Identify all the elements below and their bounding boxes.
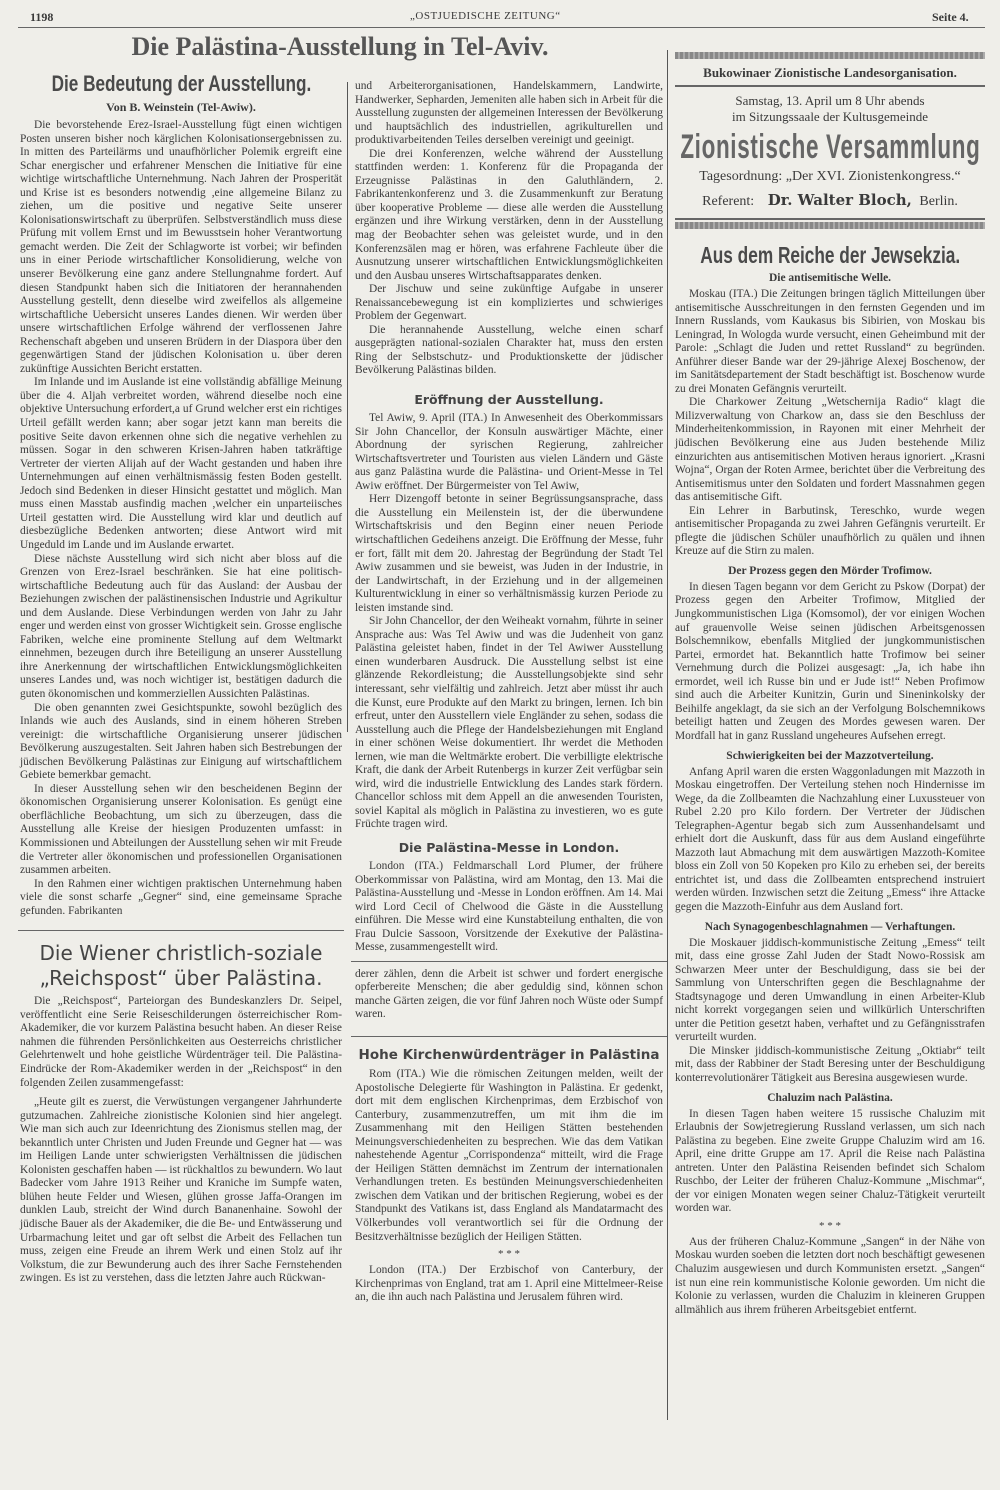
paragraph: In den Rahmen einer wichtigen praktischen Unternehmung haben viele die sonst scharfe „Gegner“ sind, eine gemeinsame Sprache gefunden. Fabrikanten: [20, 877, 342, 917]
article-continuation: [355, 80, 663, 378]
paragraph: In dieser Ausstellung sehen wir den bescheidenen Beginn der ökonomischen Organisierung unserer Kolonisation. Es genügt eine oberflächliche Beobachtung, um sich zu überzeugen, dass die Ausstellung alle Kreise der hiesigen Produzenten umfasst: in Kommissionen und Abteilungen der Ausstellung sehen wir mit Freude die Vertreter aller ökonomischen und professionellen Organisationen zusammen arbeiten.: [20, 782, 342, 877]
paragraph: und Arbeiterorganisationen, Handelskammern, Landwirte, Handwerker, Sepharden, Jemeniten alle haben sich in Arbeit für die Ausstellung zugunsten der allgemeinen Interessen der Bevölkerung und hauptsächlich des industriellen, agrikulturellen und produktivarbeitenden Teiles derselben vereinigt und geeinigt.: [355, 80, 663, 147]
paragraph: In diesen Tagen haben weitere 15 russische Chaluzim mit Erlaubnis der Sowjetregierung Russland verlassen, um sich nach Palästina zu begeben. Eine zweite Gruppe Chaluzim wird am 16. April, eine dritte Gruppe am 17. April die Reise nach Palästina antreten. Unter den Palästina Reisenden befindet sich Schalom Ruschbo, der Leiter der früheren Chaluz-Kommune „Mischmar“, der vor einigen Monaten wegen seiner Chaluz-Tätigkeit verurteilt worden war.: [675, 1107, 985, 1215]
paragraph: Die bevorstehende Erez-Israel-Ausstellung fügt einen wichtigen Posten unseren bisher noch kärglichen Kolonisationsergebnissen zu. In mitten des Parteilärms und unaufhörlicher Polemik ergreift eine Schar energischer und erfahrener Menschen die Initiative für eine wichtige wirtschaftliche Unternehmung. Nach Jahren der Prosperität und Krise ist es besonders notwendig ,eine allgemeine Bilanz zu ziehen, um die positive und negative Seite unserer Kolonisationswirtschaft zu überprüfen. Selbstverständlich muss diese Prüfung mit vollem Ernst und im Bewusstsein hoher Verantwortung gemacht werden. Die Zeit der Schlagworte ist vorbei; wir befinden uns in einer Periode wirtschaftlicher Konsolidierung, welche von unserer Bevölkerung eine ganz andere Stellungnahme fordert. Auf diesen Standpunkt haben sich die Initiatoren der herannahenden Ausstellung gestellt, denn dieselbe wird zweifellos als allgemeine wirtschaftliche Uebersicht unseres Landes dienen. Wir werden über unsere wirtschaftlichen Erfolge während der verflossenen Jahre Rechenschaft abgeben und unseren Brüdern in der Diaspora über den gegenwärtigen Stand der jüdischen Kolonisation u. über deren zukünftige Aussichten Bericht erstatten.: [20, 119, 342, 375]
column-divider: [347, 82, 348, 732]
separator: * * *: [819, 1219, 841, 1232]
section-rule: [351, 961, 667, 962]
ad-speaker-name: Dr. Walter Bloch,: [767, 191, 912, 209]
paragraph: Herr Dizengoff betonte in seiner Begrüssungsansprache, dass die Ausstellung ein Meilenstein ist, der die überwundene Wirtschaftskrisis und den Beginn einer neuen Periode wirtschaftlichen Gedeihens anzeigt. Die Eröffnung der Messe, fuhr er fort, fällt mit dem 20. Jahrestag der Begründung der Stadt Tel Awiw zusammen und sie beweist, was Juden in der Industrie, in der Landwirtschaft, in der Erziehung und in der allgemeinen Kulturentwicklung in einer so verhältnismässig kurzen Periode zu leisten imstande sind.: [355, 493, 663, 614]
ad-speaker-label: Referent:: [702, 194, 755, 209]
section-title: Der Prozess gegen den Mörder Trofimow.: [728, 564, 932, 577]
ad-event: Zionistische Versammlung: [679, 128, 981, 166]
section-title: Schwierigkeiten bei der Mazzotverteilung.: [726, 749, 934, 762]
paragraph: derer zählen, denn die Arbeit ist schwer und fordert energische opferbereite Menschen; die aber geduldig sind, können schon manche Gärten zeigen, die vor fünf Jahren noch Wüste oder Sumpf waren.: [355, 967, 663, 1021]
section-title: Hohe Kirchenwürdenträger in Palästina: [358, 1047, 660, 1063]
main-title: Die Palästina-Ausstellung in Tel-Aviv.: [131, 32, 549, 61]
header-rule: [18, 27, 985, 28]
article-church: [355, 1047, 663, 1305]
section-rule: [351, 1036, 667, 1037]
column-divider: [667, 50, 668, 1420]
ad-speaker: [675, 191, 985, 210]
paragraph: Die Charkower Zeitung „Wetschernija Radio“ klagt die Milizverwaltung von Charkow an, dass sie den Beschluss der Minderheitenkommission, in Rayonen mit einer Mehrheit der jüdischen Bevölkerung eine aus Juden bestehende Miliz einzurichten aus antisemitischen Motiven heraus ignoriert. „Krasni Wojna“, Organ der Roten Armee, berichtet über die Verbreitung des Antisemitismus unter den Soldaten und fordert Massnahmen gegen das antisemitische Gift.: [675, 396, 985, 504]
section-title: Chaluzim nach Palästina.: [767, 1091, 893, 1104]
ad-organization: Bukowinaer Zionistische Landesorganisation.: [675, 59, 985, 87]
paragraph: London (ITA.) Der Erzbischof von Canterbury, der Kirchenprimas von England, trat am 1. April eine Mittelmeer-Reise an, die ihn auch nach Palästina und Jerusalem führen wird.: [355, 1264, 663, 1304]
article-byline: Von B. Weinstein (Tel-Awiw).: [106, 100, 256, 114]
paragraph: Im Inlande und im Auslande ist eine vollständig abfällige Meinung über die 4. Aljah verbreitet worden, während dieselbe noch eine objektive Untersuchung erfordert,a uf Grund welcher erst ein richtiges Urteil gefällt werden kann; aber sogar jetzt kann man bereits die positive Seite davon erkennen ohne sich die negative verhehlen zu müssen. Sogar in den schweren Krisen-Jahren haben tatkräftige Vertreter der vierten Alijah auf der Wacht gestanden und haben ihre Unternehmungen auf einen verhältnismässig festen Boden gestellt. Jedoch sind Bedenken in dieser Hinsicht gestattet und möglich. Man muss einen Masstab ausfindig machen ,welcher ein unparteiisches Urteil gestatten wird. Die Ausstellung wird klar und deutlich auf diesbezügliche Bedenken antworten; diese Antwort wird mit Ungeduld im Lande und im Auslande erwartet.: [20, 376, 342, 551]
article-title-line: Die Wiener christlich-soziale: [39, 941, 323, 966]
section-title: Aus dem Reiche der Jewsekzia.: [700, 242, 960, 268]
paragraph: In diesen Tagen begann vor dem Gericht zu Pskow (Dorpat) der Prozess gegen den Arbeiter Trofimow, Mitglied der Jungkommunistischen Liga (Komsomol), der vor einigen Wochen auf grauenvolle Weise seinen jüdischen Arbeitsgenossen Bolschemnikow, ebenfalls Mitglied der jungkommunistischen Partei, ermordet hat. Bekanntlich hatte Trofimow bei seiner Vernehmung durch die Polizei ausgesagt: „Ja, ich habe ihn ermordet, weil ich Russe bin und er Jude ist!“ Neben Profimow sind auch die Arbeiter Kunitzin, Gurin und Sineninkolsky der Beihilfe angeklagt, da sie sich an der Verfolgung Bolschemnikows beteiligt hatten und Zeugen des Mordes gewesen waren. Der Mordfall hat in ganz Russland ungeheures Aufsehen erregt.: [675, 580, 985, 742]
section-rule: [18, 930, 344, 931]
paragraph: Der Jischuw und seine zukünftige Aufgabe in unserer Renaissancebewegung ist ein kompliziertes und schwieriges Problem der Gegenwart.: [355, 283, 663, 323]
ad-agenda: Tagesordnung: „Der XVI. Zionistenkongress.“: [699, 169, 961, 184]
paragraph: Moskau (ITA.) Die Zeitungen bringen täglich Mitteilungen über antisemitische Ausschreitungen in den fernsten Gegenden und im Innern Russlands, vom Kaukasus bis Sibirien, von Moskau bis Leningrad, In Wologda wurde versucht, einen Geheimbund mit der Parole: „Schlagt die Juden und rettet Russland“ zu begründen. Anführer dieser Bande war der 29-jährige Alexej Boschenow, der im Sanitätsdepartement der Stadt beschäftigt ist. Boschenow wurde zu drei Monaten Gefängnis verurteilt.: [675, 288, 985, 395]
paragraph: Rom (ITA.) Wie die römischen Zeitungen melden, weilt der Apostolische Delegierte für Washington in Palästina. Er gedenkt, dort mit dem englischen Kirchenprimas, dem Erzbischof von Canterbury, zusammenzutreffen, um mit ihm die im Zusammenhang mit den Heiligen Stätten bestehenden Meinungsverschiedenheiten zu besprechen. Wie das dem Vatikan nahestehende Agentur „Corrispondenza“ mitteilt, wird die Frage der Heiligen Stätten demnächst im Zentrum der internationalen Verhandlungen treten. Es bestünden Meinungsverschiedenheiten zwischen dem Vatikan und der britischen Regierung, wobei es der Standpunkt des Vatikans ist, dass England als Mandatarmacht des Völkerbundes voll verantwortlich sei für die Ordnung der Besitzverhältnisse bezüglich der Heiligen Stätten.: [355, 1068, 663, 1243]
paragraph: Die Moskauer jiddisch-kommunistische Zeitung „Emess“ teilt mit, dass eine grosse Zahl Juden der Stadt Nowo-Rossisk am Schwarzen Meer unter der Beschuldigung, dass sie bei der Sammlung von Unterschriften gegen die Beschlagnahme der Stadtsynagoge und deren Umwandlung in einen Arbeiter-Klub nicht korrekt vorgegangen seien und willkürlich Unterschriften unter die Petition gesetzt haben, verhaftet und zu Gefängnisstrafen verurteilt wurden.: [675, 936, 985, 1044]
paragraph: Die herannahende Ausstellung, welche einen scharf ausgeprägten national-sozialen Charakter hat, muss den ersten Ring der Selbstschutz- und Produktionskette der jüdischer Bevölkerung Palästinas bilden.: [355, 323, 663, 377]
reichspost-continuation: [355, 968, 663, 1022]
paragraph: „Heute gilt es zuerst, die Verwüstungen vergangener Jahrhunderte gutzumachen. Zahlreiche zionistische Kolonien sind hier angelegt. Wie man sich auch zur Ideenrichtung des Zionismus stellen mag, der bekanntlich unter Christen und Juden Freunde und Gegner hat — was im Heiligen Lande unter schwierigsten Verhältnissen die jüdischen Kolonisten geschaffen haben — ist rückhaltlos zu bewundern. Wo laut Badecker vom Jahre 1913 Reiher und Kraniche im Sumpfe waten, blühen heute Felder und Wiesen, glühen grosse Jaffa-Orangen im dunklen Laub, streicht der Wind durch Bananenhaine. Sowohl der jüdische Bauer als der Akademiker, die die Be- und Entwässerung und Urbarmachung leitet und gar oft selbst die Arbeit des Fellachen tun muss, zeigen eine Freude an ihrem Werk und einen Stolz auf ihr Volkstum, die zur Bewunderung auch des ihrer Sache Fernstehenden zwingen. Es ist zu verstehen, dass die letzten Jahre auch Rückwan-: [20, 1096, 342, 1285]
article-title: Die Bedeutung der Ausstellung.: [51, 71, 311, 96]
paragraph: Ein Lehrer in Barbutinsk, Tereschko, wurde wegen antisemitischer Propaganda zu zwei Jahren Gefängnis verurteilt. Er pflegte die jüdischen Schüler unaufhörlich zu quälen und ihnen Kreuze auf die Stirn zu malen.: [675, 504, 985, 558]
paragraph: Die drei Konferenzen, welche während der Ausstellung stattfinden werden: 1. Konferenz für die Propaganda der Erzeugnisse Palästinas in den Galuthländern, 2. Fabrikantenkonferenz und 3. die Zusammenkunft zur Beratung über kooperative Probleme — diese alle werden die Ausstellung ergänzen und ihre Wirkung verstärken, denn in der Ausstellung mag der Beobachter sehen was geleistet wurde, und in den Konferenzsälen mag er hören, was erfahrene Fachleute über die Ausnutzung unserer wirtschaftlichen Entwicklungsmöglichkeiten und den Ausbau unseres Wirtschaftsapparates denken.: [355, 147, 663, 282]
paragraph: Sir John Chancellor, der den Weiheakt vornahm, führte in seiner Ansprache aus: Was Tel Awiw und was die Judenheit von ganz Palästina geleistet haben, findet in der Tel Awiwer Ausstellung einen wunderbaren Ausdruck. Die Ausstellung selbst ist eine glänzende Rekordleistung; die Ausstellungsobjekte sind sehr interessant, sehr vielfältig und zahlreich. Jetzt aber müsst ihr auch die Kunst, eure Produkte auf den Markt zu bringen, lernen. Ich bin erfreut, unter den Ausstellern viele Engländer zu sehen, sodass die Ausstellung auch die Pflege der Handelsbeziehungen mit England in einer schönen Weise dokumentiert. Ihr werdet die Methoden lernen, wie man die Weltmärkte erobert. Die verbilligte elektrische Kraft, die dank der Arbeit Rutenbergs in kurzer Zeit verfügbar sein wird, wird die industrielle Entwicklung des Landes stark fördern. Chancellor schloss mit dem Appell an die anwesenden Touristen, soviel Kapital als möglich in Palästina zu investieren, wo es gute Früchte tragen wird.: [355, 615, 663, 831]
paragraph: Diese nächste Ausstellung wird sich nicht aber bloss auf die Grenzen von Erez-Israel beschränken. Sie hat eine politisch-wirtschaftliche Bedeutung auch für das Ausland: der Ausbau der Beziehungen zwischen der palästinensischen Industrie und Agrikultur und dem Auslande. Diese Verbindungen werden von Jahr zu Jahr enger und werden einst von grosser Wichtigkeit sein. Grosse englische Fabriken, welche eine prominente Stellung auf dem Weltmarkt einnehmen, bezeugen durch ihre Beteiligung an unserer Ausstellung ihre Anerkennung der wirtschaftlichen Entwicklungsmöglichkeiten unseres Landes und, was noch wichtiger ist, bestätigen dadurch die guten ökonomischen und kommerziellen Aussichten Palästinas.: [20, 552, 342, 700]
paragraph: Die „Reichspost“, Parteiorgan des Bundeskanzlers Dr. Seipel, veröffentlicht eine Serie Reiseschilderungen österreichischer Rom-Akademiker, die vor kurzem Palästina besucht haben. An dieser Reise nahmen die führenden Persönlichkeiten aus Oesterreichs christlicher Gelehrtenwelt und hohe geistliche Würdenträger teil. Die Palästina-Eindrücke der Rom-Akademiker werden in der „Reichspost“ in den folgenden Zeilen zusammengefasst:: [20, 995, 342, 1089]
ad-border: [675, 222, 985, 229]
article-bedeutung: [20, 70, 342, 918]
article-title-line: „Reichspost“ über Palästina.: [39, 966, 323, 991]
ad-venue: im Sitzungssaale der Kultusgemeinde: [731, 109, 929, 124]
left-column: [20, 70, 342, 1286]
section-subtitle: Die antisemitische Welle.: [768, 272, 892, 284]
section-title: Die Palästina-Messe in London.: [398, 839, 620, 855]
middle-column: [355, 80, 663, 1305]
paragraph: Die Minsker jiddisch-kommunistische Zeitung „Oktiabr“ teilt mit, dass der Rabbiner der Stadt Beresing unter der Beschuldigung konterrevolutionärer Tätigkeit aus Beresina ausgewiesen wurde.: [675, 1044, 985, 1084]
page-number: 1198: [30, 10, 54, 24]
ad-date: Samstag, 13. April um 8 Uhr abends: [735, 93, 925, 108]
paragraph: London (ITA.) Feldmarschall Lord Plumer, der frühere Oberkommissar von Palästina, wird am Montag, den 13. Mai die Palästina-Ausstellung und -Messe in London eröffnen. Am 14. Mai wird Lord Cecil of Chelwood die Gäste in die Ausstellung einführen. Die Messe wird eine Kunstabteilung enthalten, die von Frau Dulcie Sassoon, Vorsitzende der Exekutive der Palästina-Messe, zusammengestellt wird.: [355, 859, 663, 954]
ad-rule: [675, 218, 985, 220]
right-column: [675, 50, 985, 1317]
paragraph: Tel Awiw, 9. April (ITA.) In Anwesenheit des Oberkommissars Sir John Chancellor, der Konsuln auswärtiger Mächte, einer Abordnung der syrischen Regierung, zahlreicher Wirtschaftsvertreter und Touristen aus vielen Ländern und Gäste aus ganz Palästina wurde die Palästina- und Orient-Messe in Tel Awiw eröffnet. Der Bürgermeister von Tel Awiw,: [355, 412, 663, 492]
newspaper-name: „OSTJUEDISCHE ZEITUNG“: [410, 10, 561, 22]
section-title: Nach Synagogenbeschlagnahmen — Verhaftungen.: [704, 920, 956, 933]
paragraph: Aus der früheren Chaluz-Kommune „Sangen“ in der Nähe von Moskau wurden soeben die letzten dort noch beschäftigt gewesenen Chaluzim ausgewiesen und durch Kommunisten ersetzt. „Sangen“ ist nun eine rein kommunistische Kolonie geworden. Um nicht die Kolonie zu verlassen, wurden die Chaluzim in kleineren Gruppen allmählich aus ihrem früheren Arbeitsgebiet entfernt.: [675, 1235, 985, 1316]
ad-border: [675, 52, 985, 59]
page-label: Seite 4.: [932, 10, 969, 24]
article-reichspost: [20, 941, 342, 1285]
separator: * * *: [498, 1248, 520, 1261]
ad-speaker-city: Berlin.: [919, 194, 958, 209]
paragraph: Die oben genannten zwei Gesichtspunkte, sowohl bezüglich des Inlands wie auch des Auslands, sind in einem höheren Streben vereinigt: die wirtschaftliche Organisierung unserer jüdischen Bevölkerung auszugestalten. Seit Jahren haben sich Bestrebungen der jüdischen Bevölkerung Palästinas zur Einigung auf wirtschaftlichem Gebiete bemerkbar gemacht.: [20, 701, 342, 782]
paragraph: Anfang April waren die ersten Waggonladungen mit Mazzoth in Moskau eingetroffen. Der Verteilung stehen noch Hindernisse im Wege, da die Zollbeamten die Nachzahlung einer Luxussteuer von Rubel 2.20 pro Kilo fordern. Der Vertreter der Jüdischen Telegraphen-Agentur begab sich zum Aussenhandelsamt und erhielt dort die Auskunft, dass für aus dem Ausland eingeführte Mazzoth laut Abmachung mit dem auswärtigen Mazzoth-Komitee bloss ein Zoll von 50 Kopeken pro Kilo zu erheben sei, der bereits entrichtet ist, und dass die Zollbeamten entsprechend instruiert werden würden. Inzwischen setzt die Zeitung „Emess“ ihre Attacke gegen die Mazzoth-Einfuhr aus dem Ausland fort.: [675, 765, 985, 913]
event-ad: [675, 59, 985, 210]
section-title: Eröffnung der Ausstellung.: [414, 392, 604, 408]
